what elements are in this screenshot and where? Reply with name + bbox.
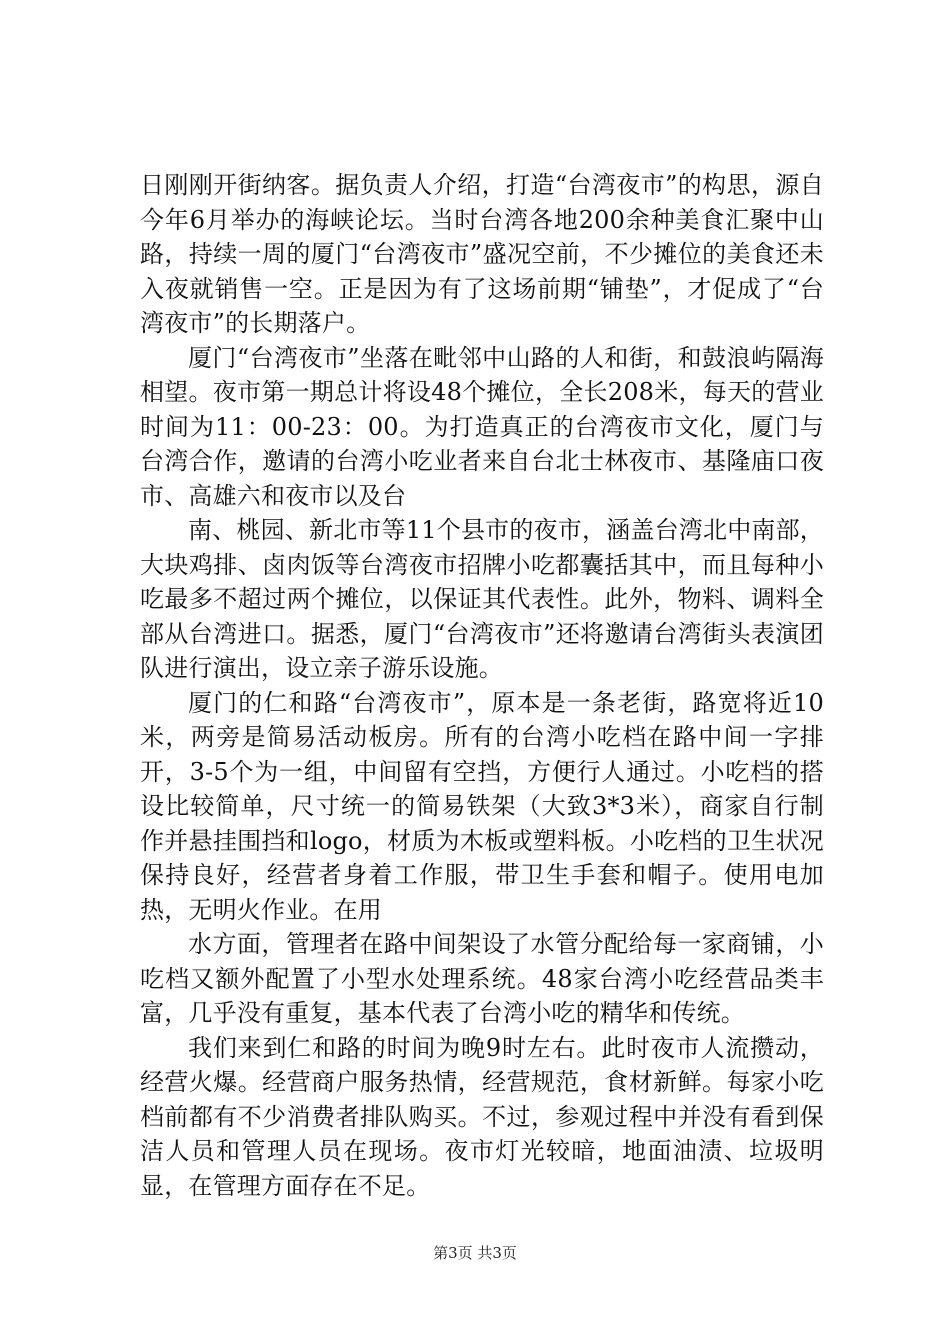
paragraph-continuation: 日刚刚开街纳客。据负责人介绍，打造“台湾夜市”的构思，源自今年6月举办的海峡论坛。当时台湾各地200余种美食汇聚中山路，持续一周的厦门“台湾夜市”盛况空前，不少摊位的美食还未入夜就销售一空。正是因为有了这场前期“铺垫”，才促成了“台湾夜市”的长期落户。 [140, 171, 824, 337]
paragraph-vendors: 南、桃园、新北市等11个县市的夜市，涵盖台湾北中南部，大块鸡排、卤肉饭等台湾夜市招牌小吃都囊括其中，而且每种小吃最多不超过两个摊位，以保证其代表性。此外，物料、调料全部从台湾进口。据悉，厦门“台湾夜市”还将邀请台湾街头表演团队进行演出，设立亲子游乐设施。 [140, 516, 824, 682]
paragraph-street-layout: 厦门的仁和路“台湾夜市”，原本是一条老街，路宽将近10米，两旁是简易活动板房。所有的台湾小吃档在路中间一字排开，3-5个为一组，中间留有空挡，方便行人通过。小吃档的搭设比较简单，尺寸统一的简易铁架（大致3*3米），商家自行制作并悬挂围挡和logo，材质为木板或塑料板。小吃档的卫生状况保持良好，经营者身着工作服，带卫生手套和帽子。使用电加热，无明火作业。在用 [140, 688, 824, 924]
page-number-footer: 第3页 共3页 [433, 1244, 517, 1262]
paragraph-location: 厦门“台湾夜市”坐落在毗邻中山路的人和街，和鼓浪屿隔海相望。夜市第一期总计将设48个摊位，全长208米，每天的营业时间为11：00-23：00。为打造真正的台湾夜市文化，厦门与台湾合作，邀请的台湾小吃业者来自台北士林夜市、基隆庙口夜市、高雄六和夜市以及台 [140, 343, 824, 510]
paragraph-visit-observation: 我们来到仁和路的时间为晚9时左右。此时夜市人流攒动，经营火爆。经营商户服务热情，经营规范，食材新鲜。每家小吃档前都有不少消费者排队购买。不过，参观过程中并没有看到保洁人员和管理人员在现场。夜市灯光较暗，地面油渍、垃圾明显，在管理方面存在不足。 [140, 1033, 824, 1200]
paragraph-water-supply: 水方面，管理者在路中间架设了水管分配给每一家商铺，小吃档又额外配置了小型水处理系统。48家台湾小吃经营品类丰富，几乎没有重复，基本代表了台湾小吃的精华和传统。 [140, 930, 824, 1027]
document-body [140, 168, 824, 1203]
